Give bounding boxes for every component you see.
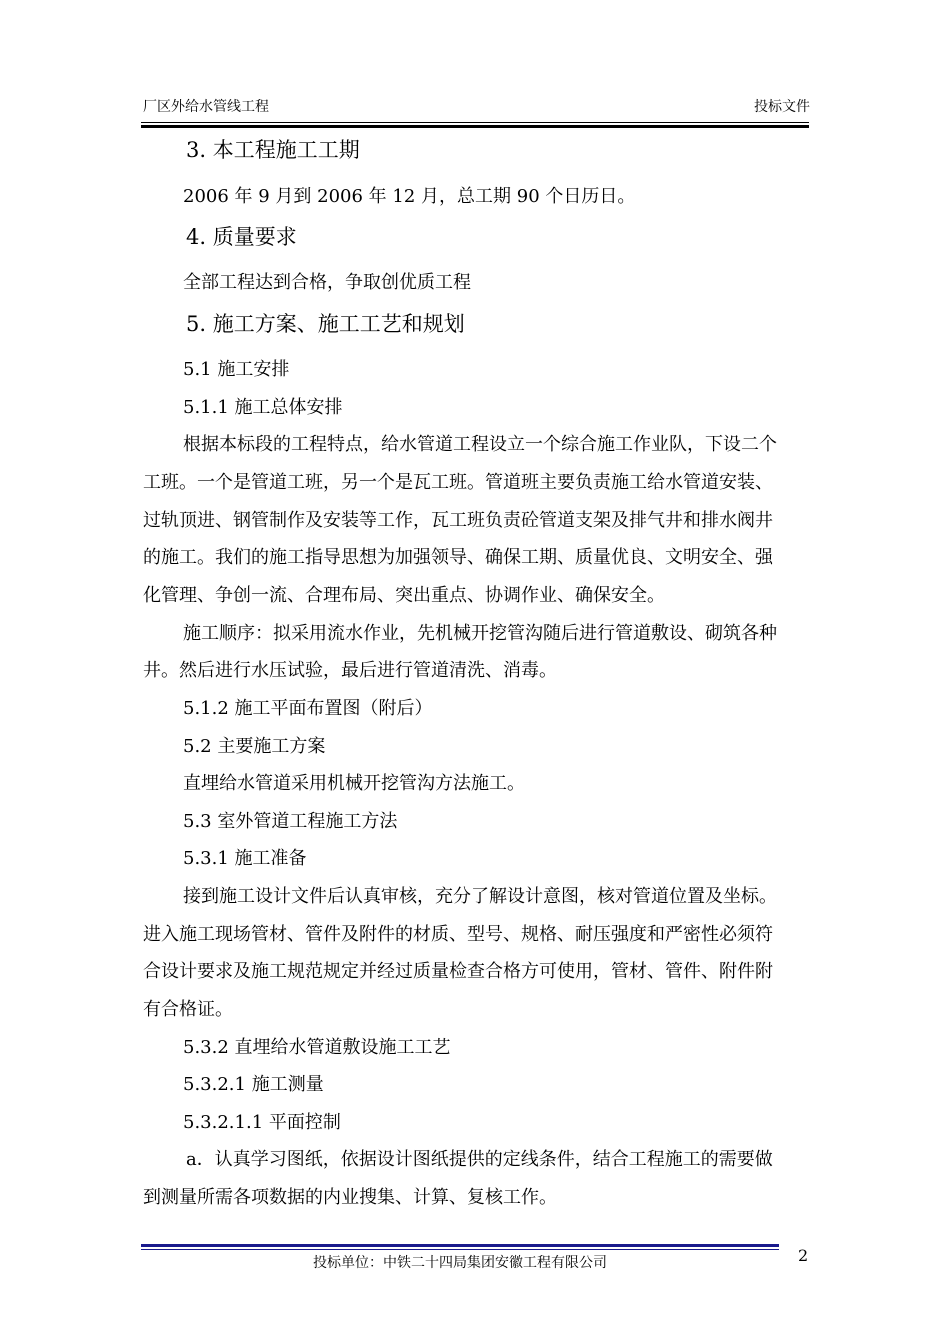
paragraph-5-line: a．认真学习图纸，依据设计图纸提供的定线条件，结合工程施工的需要做 (186, 1149, 773, 1170)
quality-text: 全部工程达到合格，争取创优质工程 (183, 272, 471, 293)
paragraph-1-line: 工班。一个是管道工班，另一个是瓦工班。管道班主要负责施工给水管道安装、 (143, 472, 773, 493)
section-5-1-1: 5.1.1 施工总体安排 (183, 397, 343, 418)
paragraph-1-line: 的施工。我们的施工指导思想为加强领导、确保工期、质量优良、文明安全、强 (143, 547, 773, 568)
section-5-3-2: 5.3.2 直埋给水管道敷设施工工艺 (183, 1037, 451, 1058)
paragraph-4-line: 合设计要求及施工规范规定并经过质量检查合格方可使用，管材、管件、附件附 (143, 961, 773, 982)
paragraph-4-line: 接到施工设计文件后认真审核，充分了解设计意图，核对管道位置及坐标。 (183, 886, 777, 907)
heading-plan: 5. 施工方案、施工工艺和规划 (186, 312, 465, 336)
header-doc-type: 投标文件 (754, 99, 810, 115)
paragraph-2-line: 井。然后进行水压试验，最后进行管道清洗、消毒。 (143, 660, 557, 681)
header-project-title: 厂区外给水管线工程 (143, 99, 269, 115)
section-5-3-2-1-1: 5.3.2.1.1 平面控制 (183, 1112, 341, 1133)
paragraph-3: 直埋给水管道采用机械开挖管沟方法施工。 (183, 773, 525, 794)
header-rule-thick (141, 125, 809, 128)
paragraph-5-line: 到测量所需各项数据的内业搜集、计算、复核工作。 (143, 1187, 557, 1208)
section-5-3-2-1: 5.3.2.1 施工测量 (183, 1074, 324, 1095)
paragraph-4-line: 进入施工现场管材、管件及附件的材质、型号、规格、耐压强度和严密性必须符 (143, 924, 773, 945)
section-5-3: 5.3 室外管道工程施工方法 (183, 811, 398, 832)
footer-rule-thin (141, 1249, 779, 1250)
heading-schedule: 3. 本工程施工工期 (186, 138, 360, 162)
footer-rule-thick (141, 1244, 779, 1247)
paragraph-1-line: 根据本标段的工程特点，给水管道工程设立一个综合施工作业队，下设二个 (183, 434, 777, 455)
heading-quality: 4. 质量要求 (186, 225, 297, 249)
page-number: 2 (798, 1246, 809, 1265)
section-5-3-1: 5.3.1 施工准备 (183, 848, 307, 869)
footer-company: 投标单位：中铁二十四局集团安徽工程有限公司 (313, 1255, 607, 1271)
header-rule-thin (141, 122, 809, 123)
paragraph-1-line: 过轨顶进、钢管制作及安装等工作，瓦工班负责砼管道支架及排气井和排水阀井 (143, 510, 773, 531)
paragraph-1-line: 化管理、争创一流、合理布局、突出重点、协调作业、确保安全。 (143, 585, 665, 606)
section-5-2: 5.2 主要施工方案 (183, 736, 326, 757)
paragraph-4-line: 有合格证。 (143, 999, 233, 1020)
paragraph-2-line: 施工顺序：拟采用流水作业，先机械开挖管沟随后进行管道敷设、砌筑各种 (183, 623, 777, 644)
schedule-text: 2006 年 9 月到 2006 年 12 月，总工期 90 个日历日。 (183, 186, 636, 207)
section-5-1: 5.1 施工安排 (183, 359, 290, 380)
section-5-1-2: 5.1.2 施工平面布置图（附后） (183, 698, 433, 719)
